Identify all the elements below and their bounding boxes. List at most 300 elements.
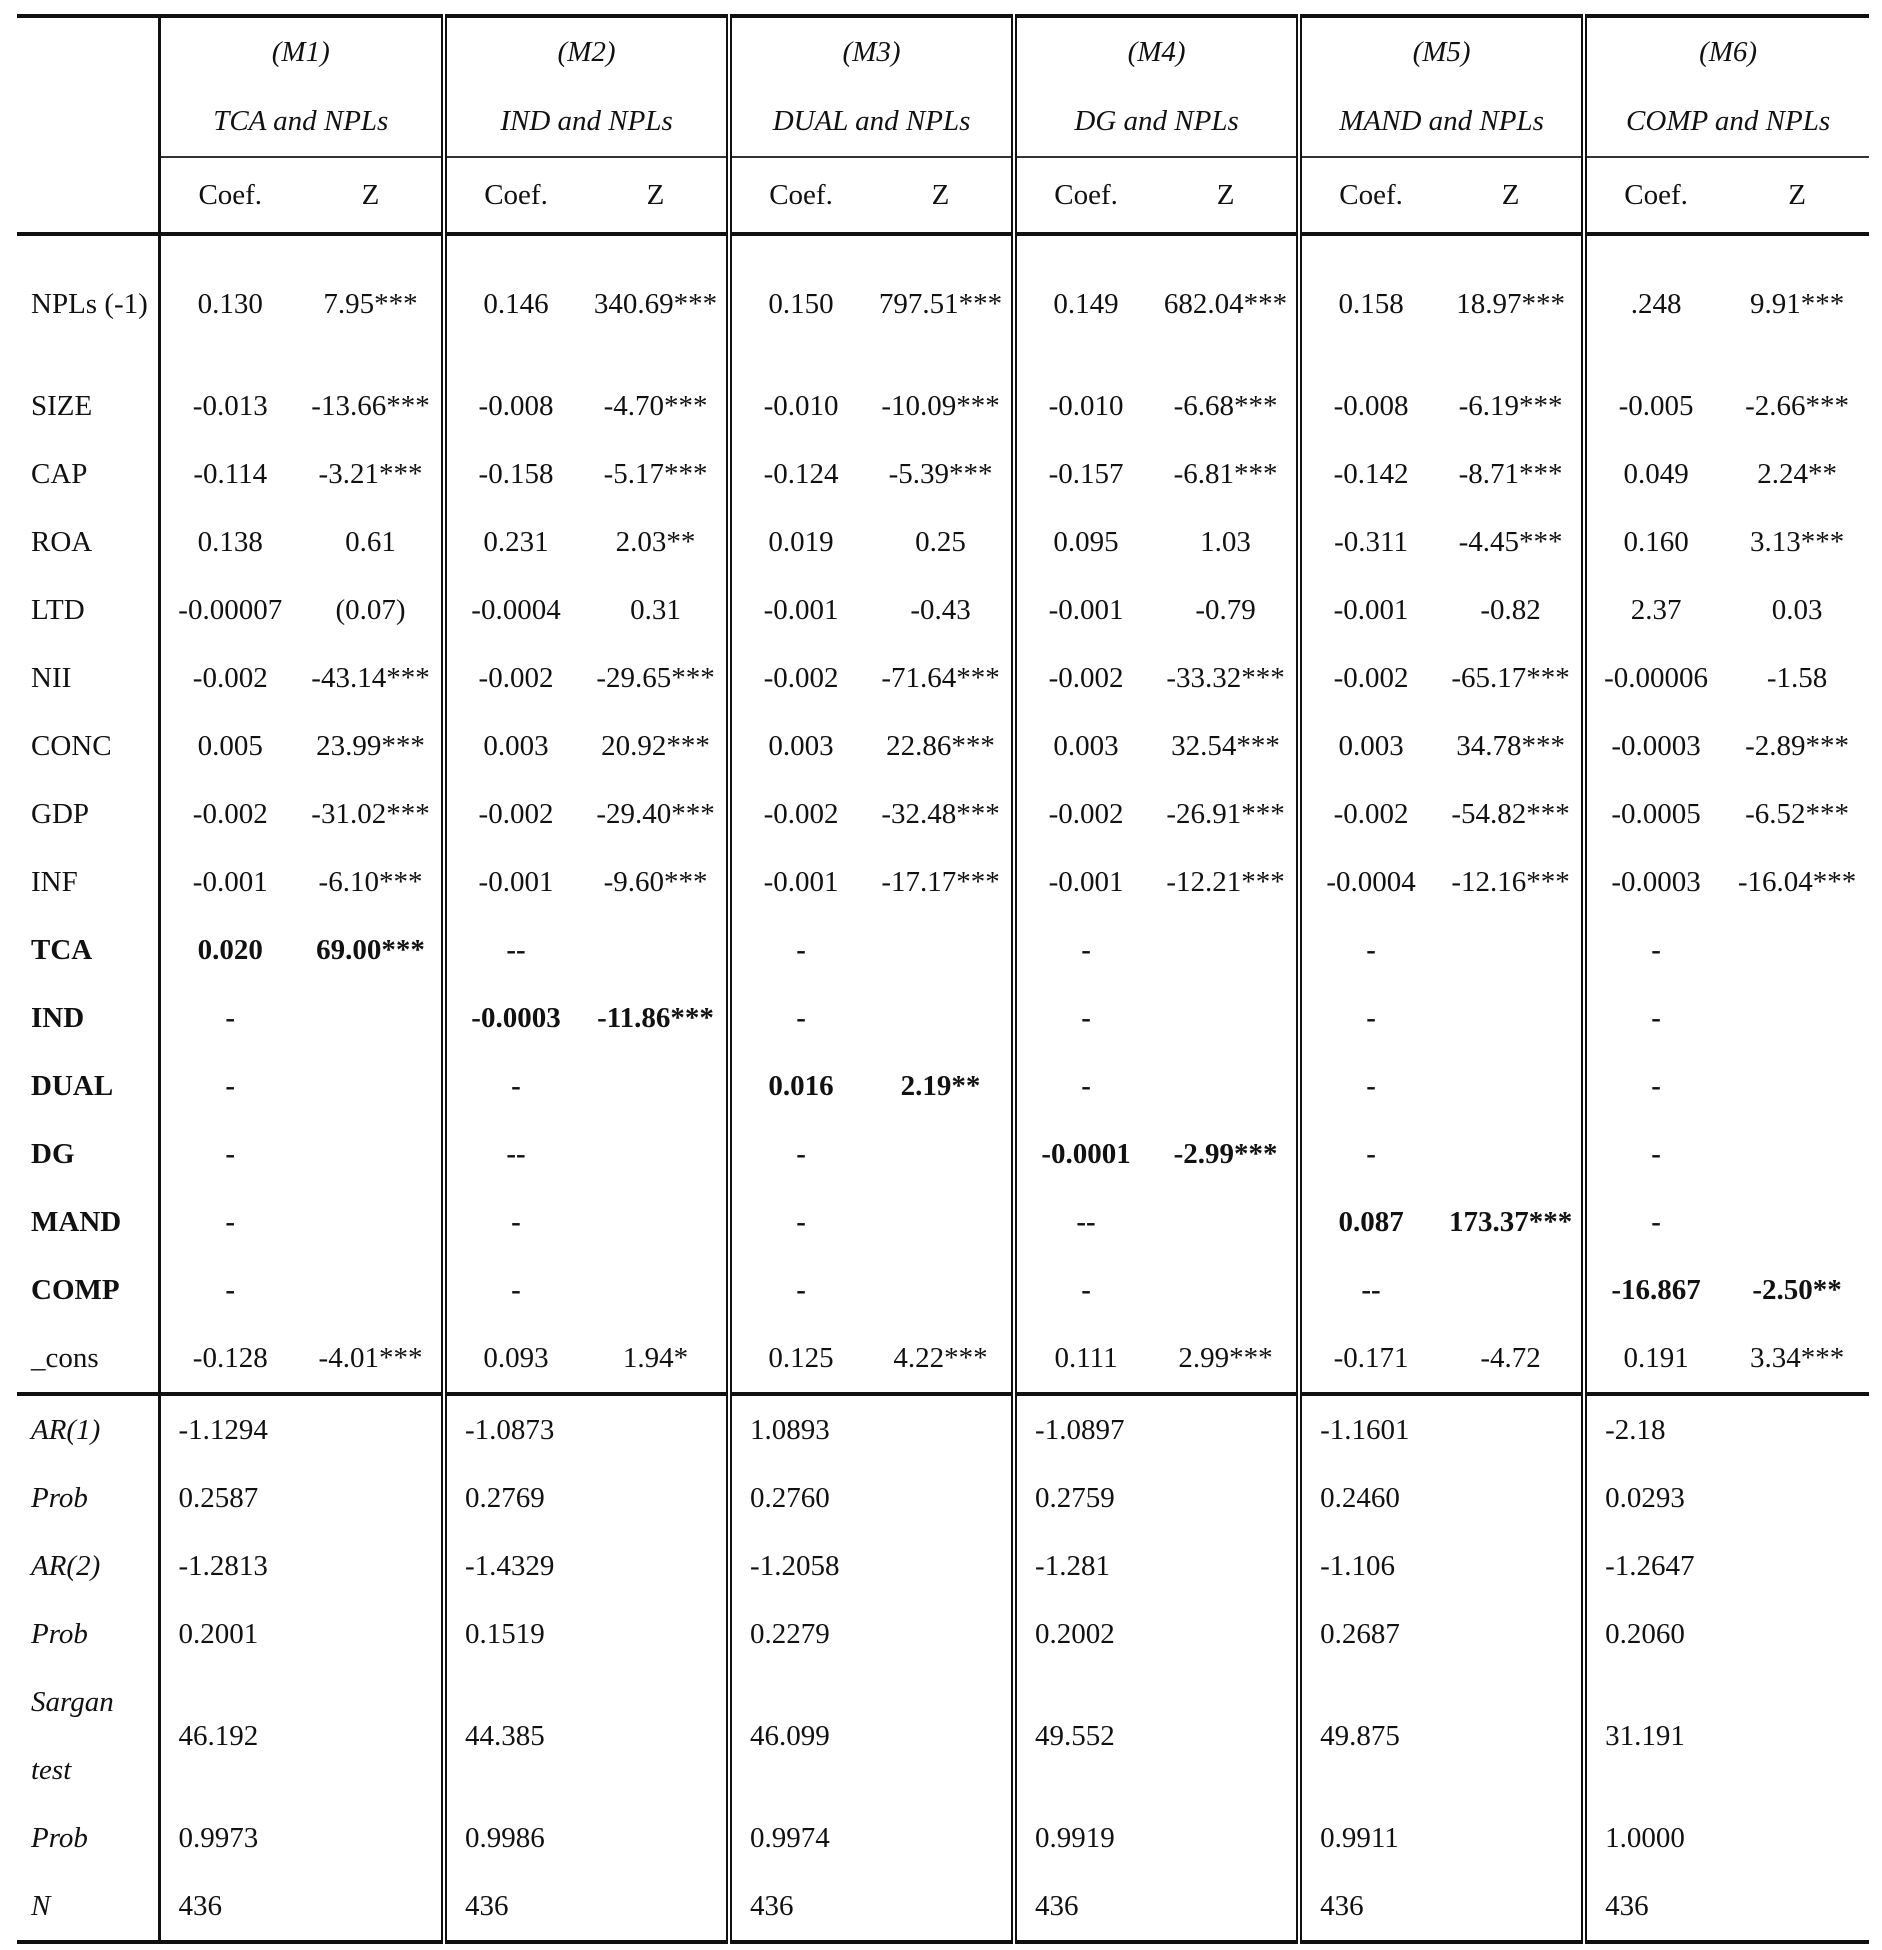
z-cell: (0.07) — [300, 576, 444, 644]
stat-value: 436 — [1584, 1872, 1725, 1942]
stat-empty — [585, 1394, 729, 1464]
z-cell: -4.72 — [1440, 1324, 1584, 1394]
model-id-6: (M6) — [1699, 35, 1758, 68]
coef-cell: -0.0001 — [1041, 1137, 1131, 1170]
z-header: Z — [1788, 178, 1806, 211]
coef-cell: - — [796, 1137, 806, 1170]
coef-cell: -0.008 — [1333, 389, 1409, 422]
coef-cell: -0.114 — [193, 457, 268, 490]
z-cell — [1155, 1052, 1299, 1120]
stat-value: 0.2060 — [1605, 1617, 1685, 1650]
coef-cell: -- — [1361, 1273, 1381, 1306]
coef-cell: - — [1366, 1001, 1376, 1034]
z-cell — [300, 1052, 444, 1120]
coef-cell: - — [225, 1001, 236, 1034]
coef-cell: 0.093 — [483, 1341, 549, 1374]
z-cell: -6.52*** — [1745, 797, 1850, 830]
coef-cell: - — [1366, 1069, 1376, 1102]
z-cell: -31.02*** — [300, 780, 444, 848]
stat-empty — [1440, 1464, 1584, 1532]
stat-value: 0.2769 — [465, 1481, 545, 1514]
z-cell — [1725, 984, 1869, 1052]
coef-cell: 2.37 — [1630, 593, 1682, 626]
stat-value: 0.2001 — [178, 1617, 259, 1650]
z-cell — [300, 984, 444, 1052]
coef-cell: -0.311 — [1334, 525, 1408, 558]
coef-cell: -0.002 — [1333, 661, 1409, 694]
z-cell: 3.34*** — [1749, 1341, 1845, 1374]
stat-empty — [585, 1872, 729, 1942]
coef-cell: -0.002 — [1048, 797, 1124, 830]
stats-row — [17, 1872, 1869, 1942]
table-row — [17, 576, 1869, 644]
stat-value: -1.1601 — [1299, 1394, 1440, 1464]
stat-label: Prob — [17, 1804, 159, 1872]
z-cell: -1.58 — [1766, 661, 1828, 694]
coef-cell: -0.171 — [1333, 1341, 1409, 1374]
stat-empty — [300, 1872, 444, 1942]
row-label: LTD — [17, 576, 159, 644]
z-cell — [585, 1188, 729, 1256]
coef-cell: -0.010 — [1048, 389, 1124, 422]
z-cell: 23.99*** — [300, 712, 444, 780]
coef-cell: 0.146 — [483, 287, 549, 320]
model-title-5: MAND and NPLs — [1299, 86, 1584, 157]
coef-cell: 0.231 — [483, 525, 549, 558]
coef-cell: - — [796, 1205, 806, 1238]
coef-cell: 0.125 — [768, 1341, 834, 1374]
coef-cell: 0.019 — [768, 525, 834, 558]
z-cell: -0.43 — [870, 576, 1014, 644]
z-cell: -32.48*** — [870, 780, 1014, 848]
z-cell: 173.37*** — [1440, 1188, 1584, 1256]
coef-cell: -0.001 — [763, 593, 839, 626]
stat-empty — [300, 1464, 444, 1532]
coef-cell: -0.002 — [478, 661, 554, 694]
coef-cell: 0.138 — [197, 525, 263, 558]
coef-cell: - — [1651, 1205, 1661, 1238]
coef-cell: -0.124 — [763, 457, 839, 490]
z-cell: 340.69*** — [585, 234, 729, 372]
coef-cell: 0.095 — [1053, 525, 1119, 558]
z-cell: -33.32*** — [1155, 644, 1299, 712]
stat-empty — [1725, 1394, 1869, 1464]
row-label: TCA — [17, 916, 159, 984]
coef-cell: 0.016 — [768, 1069, 834, 1102]
z-cell — [1440, 1256, 1584, 1324]
stat-empty — [870, 1600, 1014, 1668]
row-label: ROA — [17, 508, 159, 576]
stat-value: 436 — [1299, 1872, 1440, 1942]
coef-cell: - — [225, 1273, 236, 1306]
coef-cell: 0.049 — [1623, 457, 1689, 490]
coef-cell: -0.013 — [192, 389, 268, 422]
stat-empty — [1440, 1532, 1584, 1600]
z-cell: 2.99*** — [1155, 1324, 1299, 1394]
z-cell — [870, 984, 1014, 1052]
z-cell — [1155, 1256, 1299, 1324]
model-title-3: DUAL and NPLs — [729, 86, 1014, 157]
stat-empty — [1725, 1600, 1869, 1668]
z-cell — [1725, 1052, 1869, 1120]
z-cell: 22.86*** — [870, 712, 1014, 780]
z-cell: -29.65*** — [585, 644, 729, 712]
coef-cell: -0.002 — [763, 797, 839, 830]
coef-cell: -0.00007 — [178, 593, 283, 626]
z-cell — [1155, 1188, 1299, 1256]
stat-empty — [1155, 1600, 1299, 1668]
z-cell: -2.66*** — [1745, 389, 1850, 422]
z-header: Z — [1440, 157, 1584, 234]
z-header: Z — [870, 157, 1014, 234]
coef-cell: - — [1081, 1273, 1091, 1306]
coef-header: Coef. — [484, 178, 548, 211]
coef-cell: 0.087 — [1338, 1205, 1404, 1238]
stat-empty — [1440, 1668, 1584, 1804]
coef-cell: -- — [1076, 1205, 1096, 1238]
z-cell: -26.91*** — [1155, 780, 1299, 848]
row-label: CONC — [17, 712, 159, 780]
row-label: MAND — [17, 1188, 159, 1256]
z-cell — [870, 916, 1014, 984]
coef-cell: - — [1366, 1137, 1376, 1170]
z-cell: -2.99*** — [1155, 1120, 1299, 1188]
coef-header: Coef. — [1624, 178, 1688, 211]
stat-empty — [300, 1804, 444, 1872]
coef-cell: 0.130 — [197, 287, 263, 320]
model-id-5: (M5) — [1299, 16, 1584, 86]
row-label: NII — [17, 644, 159, 712]
stat-value: -1.2647 — [1605, 1549, 1695, 1582]
table-row — [17, 1052, 1869, 1120]
coef-cell: - — [1651, 1001, 1661, 1034]
coef-cell: - — [225, 1069, 236, 1102]
coef-cell: - — [1366, 933, 1376, 966]
z-cell: 7.95*** — [300, 234, 444, 372]
stat-empty — [1155, 1532, 1299, 1600]
stat-empty — [870, 1464, 1014, 1532]
coef-cell: - — [511, 1205, 521, 1238]
table-row — [17, 848, 1869, 916]
coef-cell: - — [511, 1273, 521, 1306]
coef-cell: .248 — [1630, 287, 1682, 320]
stat-value: -1.1294 — [159, 1394, 300, 1464]
z-cell — [1440, 1052, 1584, 1120]
stat-empty — [1725, 1668, 1869, 1804]
z-cell: -6.10*** — [300, 848, 444, 916]
coef-cell: -0.0005 — [1611, 797, 1701, 830]
z-cell: 1.94* — [585, 1324, 729, 1394]
stat-empty — [300, 1394, 444, 1464]
coef-cell: - — [225, 1205, 236, 1238]
coef-cell: -0.010 — [763, 389, 839, 422]
z-cell — [1155, 984, 1299, 1052]
stat-value: -1.2813 — [178, 1549, 268, 1582]
stat-value: 0.2587 — [178, 1481, 259, 1514]
stat-value: 46.099 — [750, 1719, 830, 1752]
stat-value: -1.281 — [1035, 1549, 1110, 1582]
z-cell: 34.78*** — [1440, 712, 1584, 780]
row-label: DUAL — [17, 1052, 159, 1120]
table-row — [17, 712, 1869, 780]
z-cell — [1725, 916, 1869, 984]
z-cell: -5.39*** — [870, 440, 1014, 508]
coef-cell: 0.160 — [1623, 525, 1689, 558]
coef-cell: - — [225, 1137, 236, 1170]
z-cell: -5.17*** — [585, 440, 729, 508]
stat-label: Prob — [17, 1464, 159, 1532]
coef-cell: -0.0003 — [1611, 865, 1701, 898]
stat-value: 0.9911 — [1320, 1821, 1399, 1854]
corner-cell — [17, 16, 159, 234]
coef-cell: -0.008 — [478, 389, 554, 422]
coef-cell: -0.002 — [192, 797, 268, 830]
z-cell: -71.64*** — [870, 644, 1014, 712]
stat-value: -1.0897 — [1014, 1394, 1155, 1464]
z-cell: -17.17*** — [870, 848, 1014, 916]
coef-cell: -0.001 — [478, 865, 554, 898]
table-row — [17, 1324, 1869, 1394]
z-cell: 0.25 — [870, 508, 1014, 576]
stats-row — [17, 1532, 1869, 1600]
coef-cell: -0.002 — [192, 661, 268, 694]
stat-value: 0.2760 — [750, 1481, 830, 1514]
z-cell: -3.21*** — [300, 440, 444, 508]
z-cell: -65.17*** — [1440, 644, 1584, 712]
stat-empty — [1725, 1464, 1869, 1532]
row-label: COMP — [17, 1256, 159, 1324]
stat-value: 0.9919 — [1035, 1821, 1115, 1854]
stat-empty — [870, 1872, 1014, 1942]
stat-value: 0.9973 — [178, 1821, 259, 1854]
coef-cell: 0.191 — [1623, 1341, 1689, 1374]
coef-cell: -0.0003 — [471, 1001, 561, 1034]
z-cell — [1440, 916, 1584, 984]
row-label: SIZE — [17, 372, 159, 440]
stats-row — [17, 1464, 1869, 1532]
coef-cell: -0.128 — [192, 1341, 268, 1374]
z-cell: -43.14*** — [300, 644, 444, 712]
row-label: GDP — [17, 780, 159, 848]
row-label: DG — [17, 1120, 159, 1188]
model-id-1: (M1) — [159, 16, 444, 86]
z-cell: -12.16*** — [1440, 848, 1584, 916]
coef-cell: -0.002 — [1333, 797, 1409, 830]
coef-header: Coef. — [769, 178, 833, 211]
table-row — [17, 1256, 1869, 1324]
coef-cell: - — [1081, 933, 1091, 966]
z-cell — [870, 1188, 1014, 1256]
table-row — [17, 644, 1869, 712]
regression-results-table — [17, 14, 1858, 1944]
coef-cell: 0.020 — [197, 933, 263, 966]
stats-row — [17, 1804, 1869, 1872]
stat-value: 0.9986 — [465, 1821, 545, 1854]
z-header: Z — [300, 157, 444, 234]
z-cell: -29.40*** — [585, 780, 729, 848]
coef-cell: - — [1081, 1069, 1091, 1102]
stat-empty — [300, 1600, 444, 1668]
z-cell: 20.92*** — [585, 712, 729, 780]
z-cell: 69.00*** — [300, 916, 444, 984]
z-cell: -12.21*** — [1155, 848, 1299, 916]
z-cell: -6.68*** — [1155, 372, 1299, 440]
coef-cell: - — [511, 1069, 521, 1102]
stat-value: -2.18 — [1584, 1394, 1725, 1464]
row-label: NPLs (-1) — [17, 234, 159, 372]
stat-empty — [1440, 1804, 1584, 1872]
z-cell — [1155, 916, 1299, 984]
z-cell: 0.03 — [1771, 593, 1823, 626]
stats-row — [17, 1600, 1869, 1668]
z-cell: 4.22*** — [870, 1324, 1014, 1394]
table-row — [17, 440, 1869, 508]
stat-empty — [585, 1464, 729, 1532]
coef-cell: -- — [506, 933, 526, 966]
stat-value: 436 — [159, 1872, 300, 1942]
z-cell: 0.31 — [585, 576, 729, 644]
z-cell: 1.03 — [1155, 508, 1299, 576]
z-cell: -4.01*** — [300, 1324, 444, 1394]
z-header: Z — [585, 157, 729, 234]
z-cell: 797.51*** — [870, 234, 1014, 372]
coef-cell: 0.149 — [1053, 287, 1119, 320]
z-cell: -6.81*** — [1155, 440, 1299, 508]
stat-empty — [870, 1532, 1014, 1600]
stat-empty — [300, 1532, 444, 1600]
model-title-6: COMP and NPLs — [1584, 86, 1869, 157]
coef-cell: 0.003 — [1053, 729, 1119, 762]
coef-header: Coef. — [1339, 178, 1403, 211]
coef-cell: - — [796, 933, 806, 966]
z-cell — [300, 1188, 444, 1256]
stat-value: -1.0873 — [444, 1394, 585, 1464]
coef-cell: - — [1651, 1069, 1661, 1102]
z-cell: 18.97*** — [1440, 234, 1584, 372]
coef-cell: 0.111 — [1054, 1341, 1118, 1374]
table-row — [17, 916, 1869, 984]
coef-cell: -0.001 — [763, 865, 839, 898]
z-cell — [300, 1256, 444, 1324]
stat-empty — [585, 1532, 729, 1600]
coef-cell: -0.002 — [478, 797, 554, 830]
z-cell: 9.91*** — [1749, 287, 1845, 320]
stat-value: 0.2460 — [1320, 1481, 1400, 1514]
row-label: INF — [17, 848, 159, 916]
stat-empty — [1440, 1872, 1584, 1942]
stat-value: 49.875 — [1320, 1719, 1400, 1752]
table-row — [17, 234, 1869, 372]
coef-z-header-row — [17, 157, 1869, 234]
coef-cell: -0.001 — [1048, 593, 1124, 626]
stat-label: Prob — [17, 1600, 159, 1668]
row-label: _cons — [17, 1324, 159, 1394]
coef-cell: 0.005 — [197, 729, 263, 762]
z-cell: 3.13*** — [1749, 525, 1845, 558]
stat-empty — [870, 1804, 1014, 1872]
z-cell: 2.24** — [1757, 457, 1837, 490]
stat-label: AR(1) — [17, 1394, 159, 1464]
coef-cell: - — [1651, 1137, 1661, 1170]
z-cell: 0.61 — [300, 508, 444, 576]
table-row — [17, 1188, 1869, 1256]
coef-cell: -0.002 — [763, 661, 839, 694]
z-cell: -2.89*** — [1745, 729, 1850, 762]
coef-cell: - — [1651, 933, 1661, 966]
coef-cell: 0.150 — [768, 287, 834, 320]
coef-cell: 0.003 — [1338, 729, 1404, 762]
stat-empty — [1725, 1872, 1869, 1942]
stat-empty — [585, 1804, 729, 1872]
coef-cell: - — [1081, 1001, 1091, 1034]
stat-empty — [1155, 1872, 1299, 1942]
coef-cell: -0.0004 — [471, 593, 561, 626]
z-cell: -4.45*** — [1440, 508, 1584, 576]
stats-row — [17, 1394, 1869, 1464]
coef-cell: -0.001 — [192, 865, 268, 898]
z-header: Z — [1155, 157, 1299, 234]
model-title-4: DG and NPLs — [1014, 86, 1299, 157]
z-cell — [585, 916, 729, 984]
z-cell: -4.70*** — [585, 372, 729, 440]
stat-value: 31.191 — [1605, 1719, 1685, 1752]
coef-cell: -0.00006 — [1604, 661, 1709, 694]
stat-value: 46.192 — [178, 1719, 259, 1752]
stat-value: 0.2687 — [1320, 1617, 1400, 1650]
table-row — [17, 1120, 1869, 1188]
stat-value: 1.0893 — [729, 1394, 870, 1464]
stat-empty — [300, 1668, 444, 1804]
coef-cell: -0.0003 — [1611, 729, 1701, 762]
coef-cell: -0.142 — [1333, 457, 1409, 490]
stat-value: 436 — [444, 1872, 585, 1942]
stat-value: 0.2002 — [1035, 1617, 1115, 1650]
model-id-3: (M3) — [729, 16, 1014, 86]
coef-cell: -0.002 — [1048, 661, 1124, 694]
stat-empty — [1725, 1804, 1869, 1872]
z-cell: 2.03** — [585, 508, 729, 576]
stat-label: Sargan test — [17, 1668, 159, 1804]
table-row — [17, 372, 1869, 440]
stat-value: 1.0000 — [1605, 1821, 1685, 1854]
coef-cell: -0.001 — [1048, 865, 1124, 898]
model-title-2: IND and NPLs — [444, 86, 729, 157]
row-label: IND — [17, 984, 159, 1052]
z-cell: 2.19** — [870, 1052, 1014, 1120]
stat-empty — [1155, 1668, 1299, 1804]
coef-cell: -0.158 — [478, 457, 554, 490]
row-label: CAP — [17, 440, 159, 508]
stat-empty — [585, 1668, 729, 1804]
coef-cell: -0.157 — [1048, 457, 1124, 490]
z-cell: -6.19*** — [1440, 372, 1584, 440]
z-cell — [1440, 984, 1584, 1052]
z-cell — [870, 1256, 1014, 1324]
stat-empty — [1440, 1394, 1584, 1464]
stat-value: 436 — [729, 1872, 870, 1942]
coef-cell: -- — [506, 1137, 526, 1170]
z-cell: -0.82 — [1440, 576, 1584, 644]
coef-cell: 0.158 — [1338, 287, 1404, 320]
z-cell: -16.04*** — [1737, 865, 1857, 898]
stat-value: 0.2279 — [750, 1617, 830, 1650]
z-cell: -10.09*** — [870, 372, 1014, 440]
z-cell: -8.71*** — [1440, 440, 1584, 508]
stat-empty — [1440, 1600, 1584, 1668]
z-cell: -13.66*** — [300, 372, 444, 440]
model-id-2: (M2) — [444, 16, 729, 86]
z-cell — [1725, 1188, 1869, 1256]
